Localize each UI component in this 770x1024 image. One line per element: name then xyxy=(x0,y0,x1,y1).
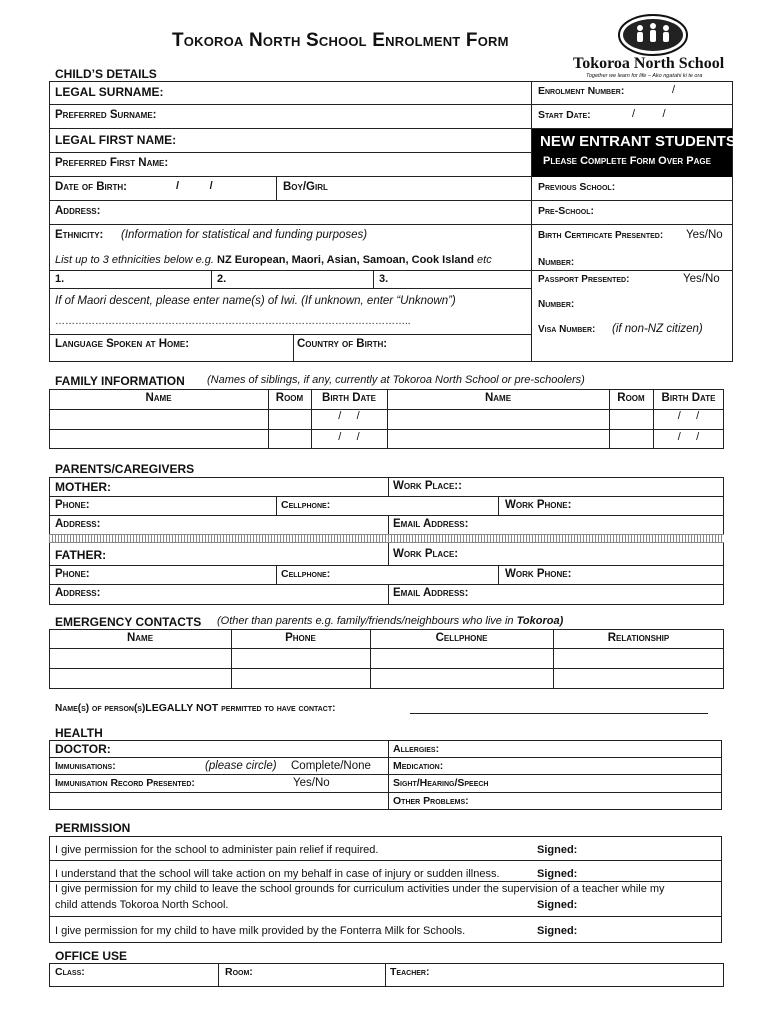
signed-pain-relief[interactable]: Signed: xyxy=(537,844,578,856)
visa-number-field[interactable]: Visa Number: xyxy=(538,324,596,335)
new-entrant-subtitle: Please Complete Form Over Page xyxy=(543,155,711,167)
address-field[interactable]: Address: xyxy=(55,205,101,217)
permission-heading: PERMISSION xyxy=(55,821,131,835)
emergency-col-cellphone: Cellphone xyxy=(435,632,488,644)
signed-injury[interactable]: Signed: xyxy=(537,868,578,880)
immunisation-record-yes-no[interactable]: Yes/No xyxy=(293,777,330,789)
permission-grounds-line2: child attends Tokoroa North School. xyxy=(55,899,229,911)
emergency-heading: EMERGENCY CONTACTS xyxy=(55,615,202,629)
office-use-heading: OFFICE USE xyxy=(55,949,128,963)
mother-cellphone-field[interactable]: Cellphone: xyxy=(281,499,331,511)
mother-email-field[interactable]: Email Address: xyxy=(393,518,469,530)
ethnicity-list-suffix: etc xyxy=(477,254,492,266)
emergency-note-text: (Other than parents e.g. family/friends/neighbours who live in xyxy=(217,615,514,627)
family-col-birth-2: Birth Date xyxy=(661,392,716,404)
family-col-room-2: Room xyxy=(617,392,645,404)
legal-first-name-field[interactable]: LEGAL FIRST NAME: xyxy=(55,133,177,147)
class-field[interactable]: Class: xyxy=(55,966,85,978)
father-cellphone-field[interactable]: Cellphone: xyxy=(281,568,331,580)
sight-hearing-speech-field[interactable]: Sight/Hearing/Speech xyxy=(393,777,489,789)
previous-school-field[interactable]: Previous School: xyxy=(538,181,616,193)
permission-milk: I give permission for my child to have milk provided by the Fonterra Milk for Schools. xyxy=(55,925,466,937)
start-date-slashes: / / xyxy=(632,108,666,120)
form-title: Tokoroa North School Enrolment Form xyxy=(172,30,509,51)
office-use-box xyxy=(49,963,724,987)
childs-details-heading: CHILD’S DETAILS xyxy=(55,67,157,81)
ethnicity-label: Ethnicity: xyxy=(55,229,104,241)
start-date-field[interactable]: Start Date: xyxy=(538,109,591,121)
ethnicity-list-hint xyxy=(55,254,492,266)
signed-grounds[interactable]: Signed: xyxy=(537,899,578,911)
not-permitted-label xyxy=(55,702,335,714)
emergency-col-name: Name xyxy=(126,632,154,644)
father-address-field[interactable]: Address: xyxy=(55,587,101,599)
family-r1-birth-2[interactable]: / / xyxy=(677,410,700,422)
father-work-phone-field[interactable]: Work Phone: xyxy=(505,568,572,580)
ethnicity-list-examples: NZ European, Maori, Asian, Samoan, Cook Island xyxy=(217,254,474,266)
immunisation-record-label: Immunisation Record Presented: xyxy=(55,777,195,789)
emergency-col-phone: Phone xyxy=(285,632,316,644)
logo-tagline: Together we learn for life – Ako ngatahi ki te ora xyxy=(586,73,703,79)
family-note: (Names of siblings, if any, currently at Tokoroa North School or pre-schoolers) xyxy=(207,374,585,386)
emergency-note xyxy=(217,615,563,627)
preferred-first-name-field[interactable]: Preferred First Name: xyxy=(55,157,169,169)
parents-divider xyxy=(49,534,724,543)
emergency-note-town: Tokoroa) xyxy=(516,615,564,627)
family-col-room-1: Room xyxy=(275,392,304,404)
family-r1-birth-1[interactable]: / / xyxy=(338,410,360,422)
mother-address-field[interactable]: Address: xyxy=(55,518,101,530)
doctor-field[interactable]: DOCTOR: xyxy=(55,742,111,756)
visa-note: (if non-NZ citizen) xyxy=(612,323,703,335)
boy-girl-field[interactable]: Boy/Girl xyxy=(283,181,328,193)
iwi-dotted-line[interactable]: …………………………………………………………………………………………….. xyxy=(55,316,411,327)
enrolment-number-field[interactable]: Enrolment Number: xyxy=(538,85,625,97)
school-logo xyxy=(618,14,688,56)
parents-heading: PARENTS/CAREGIVERS xyxy=(55,462,195,476)
father-field[interactable]: FATHER: xyxy=(55,548,107,562)
ethnicity-note: (Information for statistical and funding purposes) xyxy=(121,229,368,241)
ethnicity-3-field[interactable]: 3. xyxy=(379,273,389,285)
family-r2-birth-1[interactable]: / / xyxy=(338,431,360,443)
mother-work-phone-field[interactable]: Work Phone: xyxy=(505,499,572,511)
mother-field[interactable]: MOTHER: xyxy=(55,480,111,494)
please-circle-note: (please circle) xyxy=(205,760,277,772)
enrolment-slash: / xyxy=(672,84,676,96)
pre-school-field[interactable]: Pre-School: xyxy=(538,205,594,217)
ethnicity-2-field[interactable]: 2. xyxy=(217,273,227,285)
mother-work-place-field[interactable]: Work Place:: xyxy=(393,480,462,492)
teacher-field[interactable]: Teacher: xyxy=(390,966,430,978)
permission-injury: I understand that the school will take action on my behalf in case of injury or sudden illness. xyxy=(55,868,500,880)
family-col-name-2: Name xyxy=(484,392,512,404)
other-problems-field[interactable]: Other Problems: xyxy=(393,795,469,807)
preferred-surname-field[interactable]: Preferred Surname: xyxy=(55,109,157,121)
health-heading: HEALTH xyxy=(55,726,103,740)
country-of-birth-field[interactable]: Country of Birth: xyxy=(297,338,388,350)
new-entrant-title: NEW ENTRANT STUDENTS xyxy=(540,133,736,150)
family-col-name-1: Name xyxy=(145,392,172,404)
not-permitted-line[interactable] xyxy=(410,713,708,714)
medication-field[interactable]: Medication: xyxy=(393,760,444,772)
birth-cert-number-field[interactable]: Number: xyxy=(538,257,575,268)
room-field[interactable]: Room: xyxy=(225,966,253,978)
health-box xyxy=(49,740,722,810)
passport-number-field[interactable]: Number: xyxy=(538,299,575,310)
logo-school-name: Tokoroa North School xyxy=(573,55,725,72)
family-r2-birth-2[interactable]: / / xyxy=(677,431,700,443)
language-field[interactable]: Language Spoken at Home: xyxy=(55,338,190,350)
dob-slashes: / / xyxy=(176,180,213,192)
passport-yes-no[interactable]: Yes/No xyxy=(683,273,720,285)
allergies-field[interactable]: Allergies: xyxy=(393,743,440,755)
emergency-col-relationship: Relationship xyxy=(607,632,670,644)
immunisations-label: Immunisations: xyxy=(55,760,116,772)
father-work-place-field[interactable]: Work Place: xyxy=(393,548,459,560)
not-permitted-prefix: Name(s) of person(s) xyxy=(55,703,146,714)
birth-certificate-yes-no[interactable]: Yes/No xyxy=(686,229,723,241)
office-right-box xyxy=(531,81,733,362)
date-of-birth-field[interactable]: Date of Birth: xyxy=(55,181,128,193)
ethnicity-list-prefix: List up to 3 ethnicities below e.g. xyxy=(55,254,214,266)
complete-none-option[interactable]: Complete/None xyxy=(291,760,371,772)
not-permitted-suffix: permitted to have contact: xyxy=(221,703,336,714)
birth-certificate-label: Birth Certificate Presented: xyxy=(538,230,664,241)
ethnicity-1-field[interactable]: 1. xyxy=(55,273,65,285)
legal-surname-field[interactable]: LEGAL SURNAME: xyxy=(55,85,164,99)
family-heading: FAMILY INFORMATION xyxy=(55,374,185,388)
iwi-note: If of Maori descent, please enter name(s) of Iwi. (If unknown, enter “Unknown”) xyxy=(55,295,456,307)
mother-phone-field[interactable]: Phone: xyxy=(55,499,90,511)
passport-label: Passport Presented: xyxy=(538,274,630,285)
permission-grounds-line1: I give permission for my child to leave the school grounds for curriculum activities under the supervision of a teacher while my xyxy=(55,883,665,895)
family-col-birth-1: Birth Date xyxy=(322,392,376,404)
not-permitted-bold: LEGALLY NOT xyxy=(145,702,219,714)
signed-milk[interactable]: Signed: xyxy=(537,925,578,937)
father-email-field[interactable]: Email Address: xyxy=(393,587,469,599)
permission-pain-relief: I give permission for the school to administer pain relief if required. xyxy=(55,844,379,856)
father-phone-field[interactable]: Phone: xyxy=(55,568,90,580)
